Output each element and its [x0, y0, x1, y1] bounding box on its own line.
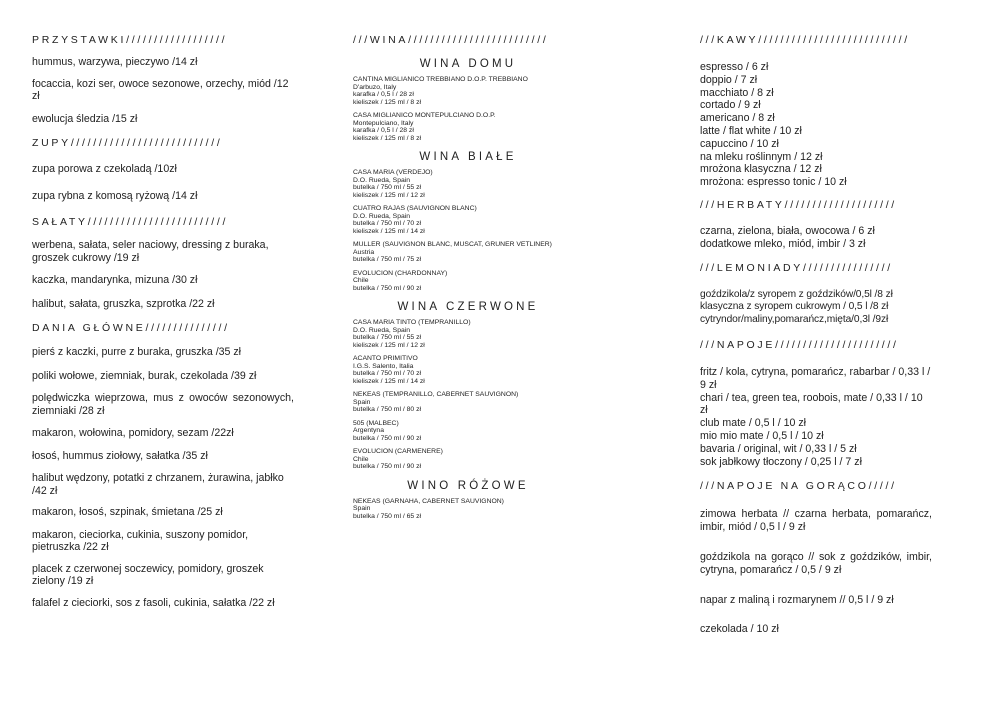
- wine-price: kieliszek / 125 ml / 8 zł: [353, 134, 421, 142]
- wine-group-heading: WINO RÓŻOWE: [407, 479, 529, 492]
- wine-price: butelka / 750 ml / 55 zł: [353, 334, 422, 341]
- wine-price: butelka / 750 ml / 90 zł: [353, 434, 422, 442]
- menu-item: doppio / 7 zł: [700, 73, 758, 86]
- wine-price: butelka / 750 ml / 70 zł: [353, 220, 422, 227]
- menu-item: sok jabłkowy tłoczony / 0,25 l / 7 zł: [700, 455, 862, 468]
- menu-item: werbena, sałata, seler naciowy, dressing z buraka, groszek cukrowy /19 zł: [32, 239, 269, 264]
- menu-item: napar z maliną i rozmarynem // 0,5 l / 9 zł: [700, 593, 894, 606]
- menu-item: halibut wędzony, potatki z chrzanem, żurawina, jabłko /42 zł: [32, 472, 284, 497]
- wine-entry: [353, 498, 583, 521]
- section-title-text: NAPOJE: [716, 338, 776, 351]
- wine-entry: [353, 355, 583, 385]
- wine-origin: Argentyna: [353, 427, 384, 434]
- menu-item: klasyczna z syropem cukrowym / 0,5 l /8 zł: [700, 301, 889, 313]
- wine-price: kieliszek / 125 ml / 12 zł: [353, 191, 425, 199]
- wine-entry: [353, 391, 583, 414]
- wine-origin: Chile: [353, 455, 369, 463]
- section-slashes: ///: [700, 261, 717, 274]
- wine-price: karafka / 0,5 l / 28 zł: [353, 127, 414, 134]
- wine-price: butelka / 750 ml / 90 zł: [353, 463, 422, 470]
- wine-price: butelka / 750 ml / 55 zł: [353, 184, 422, 191]
- herbaty-list: [700, 225, 932, 251]
- wine-price: butelka / 750 ml / 70 zł: [353, 370, 422, 377]
- wine-group-heading: WINA DOMU: [419, 58, 517, 70]
- section-slashes: /////////////////////////: [408, 34, 549, 46]
- wine-name: NEKEAS (TEMPRANILLO, CABERNET SAUVIGNON): [353, 391, 519, 398]
- menu-item: mio mio mate / 0,5 l / 10 zł: [700, 429, 824, 442]
- wine-entry: [353, 76, 583, 106]
- menu-item: americano / 8 zł: [700, 112, 775, 125]
- wine-entry: [353, 270, 583, 293]
- wine-name: ACANTO PRIMITIVO: [353, 355, 418, 362]
- menu-item: makaron, łosoś, szpinak, śmietana /25 zł: [32, 506, 223, 518]
- section-title-kawy: [700, 34, 932, 46]
- section-title-dania-glowne: [32, 322, 294, 334]
- menu-item: goździkola/z syropem z goździków/0,5l /8 zł: [700, 288, 893, 300]
- section-title-wina: [353, 34, 583, 46]
- menu-item: makaron, cieciorka, cukinia, suszony pomidor, pietruszka /22 zł: [32, 528, 249, 553]
- wine-origin: D.O. Rueda, Spain: [353, 176, 411, 184]
- section-title-salaty: [32, 216, 294, 228]
- wine-name: CASA MIGLIANICO MONTEPULCIANO D.O.P.: [353, 112, 496, 119]
- menu-item: halibut, sałata, gruszka, szprotka /22 zł: [32, 297, 215, 310]
- wine-name: NEKEAS (GARNAHA, CABERNET SAUVIGNON): [353, 497, 504, 505]
- menu-item: focaccia, kozi ser, owoce sezonowe, orzechy, miód /12 zł: [32, 77, 289, 102]
- section-slashes: //////////////////: [126, 34, 228, 46]
- menu-column-wines: [353, 32, 583, 520]
- wine-entry: [353, 420, 583, 443]
- section-title-zupy: [32, 137, 294, 149]
- menu-item: bavaria / original, wit / 0,33 l / 5 zł: [700, 442, 857, 455]
- section-slashes: ///: [700, 34, 717, 46]
- section-slashes: //////////////////////: [775, 338, 899, 351]
- wine-name: CANTINA MIGLIANICO TREBBIANO D.O.P. TREBBIANO: [353, 76, 528, 83]
- section-slashes: ///: [700, 198, 717, 211]
- menu-item: zupa porowa z czekoladą /10zł: [32, 163, 177, 175]
- wine-price: kieliszek / 125 ml / 14 zł: [353, 377, 425, 385]
- menu-item: mrożona klasyczna / 12 zł: [700, 163, 822, 176]
- wine-group-heading: WINA BIAŁE: [419, 151, 517, 163]
- wine-entry: [353, 169, 583, 199]
- section-title-przystawki: [32, 34, 294, 46]
- wine-origin: Chile: [353, 277, 369, 284]
- section-slashes: /////: [868, 480, 897, 493]
- wine-entry: [353, 112, 583, 142]
- wine-entry: [353, 319, 583, 349]
- section-slashes: /////////////////////////: [87, 216, 229, 228]
- menu-item: cortado / 9 zł: [700, 99, 761, 112]
- kawy-list: [700, 61, 932, 189]
- menu-item: espresso / 6 zł: [700, 61, 769, 73]
- menu-item: placek z czerwonej soczewicy, pomidory, groszek zielony /19 zł: [32, 562, 264, 587]
- menu-item: fritz / kola, cytryna, pomarańcz, rabarbar / 0,33 l / 9 zł: [700, 365, 931, 391]
- menu-item: club mate / 0,5 l / 10 zł: [700, 417, 806, 430]
- menu-item: zimowa herbata // czarna herbata, pomarańcz, imbir, miód / 0,5 l / 9 zł: [700, 508, 932, 534]
- wine-origin: Austria: [353, 248, 375, 256]
- wine-entry: [353, 448, 583, 471]
- wine-origin: Montepulciano, Italy: [353, 119, 414, 127]
- wine-group-heading: WINA CZERWONE: [397, 301, 539, 313]
- wine-entry: [353, 205, 583, 235]
- wine-name: EVOLUCION (CARMENERE): [353, 448, 443, 455]
- menu-item: czekolada / 10 zł: [700, 623, 779, 636]
- menu-item: dodatkowe mleko, miód, imbir / 3 zł: [700, 237, 866, 250]
- section-slashes: ////////////////: [803, 261, 893, 274]
- wine-group-rozowe: [353, 498, 583, 521]
- wine-group-czerwone: [353, 319, 583, 471]
- wine-price: kieliszek / 125 ml / 8 zł: [353, 98, 421, 106]
- wine-name: MULLER (SAUVIGNON BLANC, MUSCAT, GRUNER VETLINER): [353, 241, 552, 248]
- menu-item: poliki wołowe, ziemniak, burak, czekolada /39 zł: [32, 369, 257, 382]
- wine-name: CASA MARIA TINTO (TEMPRANILLO): [353, 319, 471, 326]
- menu-item: chari / tea, green tea, roobois, mate / 0,33 l / 10 zł: [700, 391, 923, 417]
- menu-item: cytryndor/maliny,pomarańcz,mięta/0,3l /9zł: [700, 314, 889, 326]
- wine-entry: [353, 241, 583, 264]
- section-title-text: SAŁATY: [32, 216, 88, 228]
- section-title-herbaty: [700, 199, 932, 211]
- wine-name: EVOLUCION (CHARDONNAY): [353, 269, 448, 277]
- section-slashes: ////////////////////: [784, 198, 897, 211]
- section-title-text: WINA: [369, 34, 409, 46]
- wine-price: karafka / 0,5 l / 28 zł: [353, 91, 414, 98]
- section-title-text: DANIA GŁÓWNE: [32, 322, 146, 334]
- menu-item: kaczka, mandarynka, mizuna /30 zł: [32, 274, 198, 286]
- section-title-napoje-na-goraco: [700, 480, 932, 492]
- menu-item: ewolucja śledzia /15 zł: [32, 112, 138, 125]
- menu-item: falafel z cieciorki, sos z fasoli, cukinia, sałatka /22 zł: [32, 596, 275, 609]
- wine-origin: D'arbuzo, Italy: [353, 83, 397, 91]
- menu-column-food: [32, 32, 294, 609]
- wine-group-biale: [353, 169, 583, 292]
- section-slashes: ///: [353, 34, 370, 46]
- menu-column-drinks: [700, 32, 932, 636]
- menu-item: na mleku roślinnym / 12 zł: [700, 150, 823, 163]
- wine-group-domu: [353, 76, 583, 142]
- menu-item: macchiato / 8 zł: [700, 86, 774, 99]
- menu-item: polędwiczka wieprzowa, mus z owoców sezonowych, ziemniaki /28 zł: [32, 392, 294, 417]
- wine-price: butelka / 750 ml / 80 zł: [353, 406, 422, 413]
- wine-price: butelka / 750 ml / 75 zł: [353, 256, 422, 263]
- menu-item: mrożona: espresso tonic / 10 zł: [700, 176, 847, 189]
- section-title-lemoniady: [700, 262, 932, 274]
- wine-name: CUATRO RAJAS (SAUVIGNON BLANC): [353, 205, 477, 212]
- menu-item: czarna, zielona, biała, owocowa / 6 zł: [700, 224, 875, 237]
- wine-origin: I.G.S. Salento, Italia: [353, 362, 414, 370]
- napoje-list: [700, 366, 932, 468]
- wine-price: kieliszek / 125 ml / 14 zł: [353, 227, 425, 235]
- section-title-text: LEMONIADY: [716, 261, 804, 274]
- wine-origin: D.O. Rueda, Spain: [353, 212, 411, 220]
- menu-item: makaron, wołowina, pomidory, sezam /22zł: [32, 427, 234, 439]
- wine-price: butelka / 750 ml / 90 zł: [353, 284, 422, 292]
- wine-origin: D.O. Rueda, Spain: [353, 326, 411, 334]
- section-slashes: ///////////////////////////: [70, 137, 223, 149]
- wine-price: butelka / 750 ml / 65 zł: [353, 512, 422, 520]
- menu-item: pierś z kaczki, purre z buraka, gruszka /35 zł: [32, 346, 242, 358]
- section-title-text: PRZYSTAWKI: [32, 34, 127, 46]
- section-title-text: ZUPY: [32, 137, 71, 149]
- wine-name: 505 (MALBEC): [353, 419, 399, 427]
- menu-item: latte / flat white / 10 zł: [700, 124, 802, 137]
- wine-price: kieliszek / 125 ml / 12 zł: [353, 341, 425, 349]
- menu-item: zupa rybna z komosą ryżową /14 zł: [32, 189, 198, 202]
- menu-item: capuccino / 10 zł: [700, 137, 779, 150]
- wine-name: CASA MARIA (VERDEJO): [353, 169, 433, 176]
- section-slashes: ///////////////////////////: [758, 34, 910, 46]
- wine-origin: Spain: [353, 505, 371, 512]
- section-title-napoje: [700, 339, 932, 351]
- section-title-text: KAWY: [716, 34, 759, 46]
- section-title-text: NAPOJE NA GORĄCO: [716, 480, 869, 493]
- lemoniady-list: [700, 289, 932, 327]
- section-slashes: ///////////////: [145, 322, 230, 334]
- menu-item: goździkola na gorąco // sok z goździków, imbir, cytryna, pomarańcz / 0,5 / 9 zł: [700, 550, 932, 576]
- section-slashes: ///: [700, 338, 717, 351]
- menu-item: hummus, warzywa, pieczywo /14 zł: [32, 56, 198, 68]
- wine-origin: Spain: [353, 398, 371, 406]
- section-slashes: ///: [700, 480, 717, 493]
- menu-item: łosoś, hummus ziołowy, sałatka /35 zł: [32, 449, 208, 462]
- section-title-text: HERBATY: [716, 198, 785, 211]
